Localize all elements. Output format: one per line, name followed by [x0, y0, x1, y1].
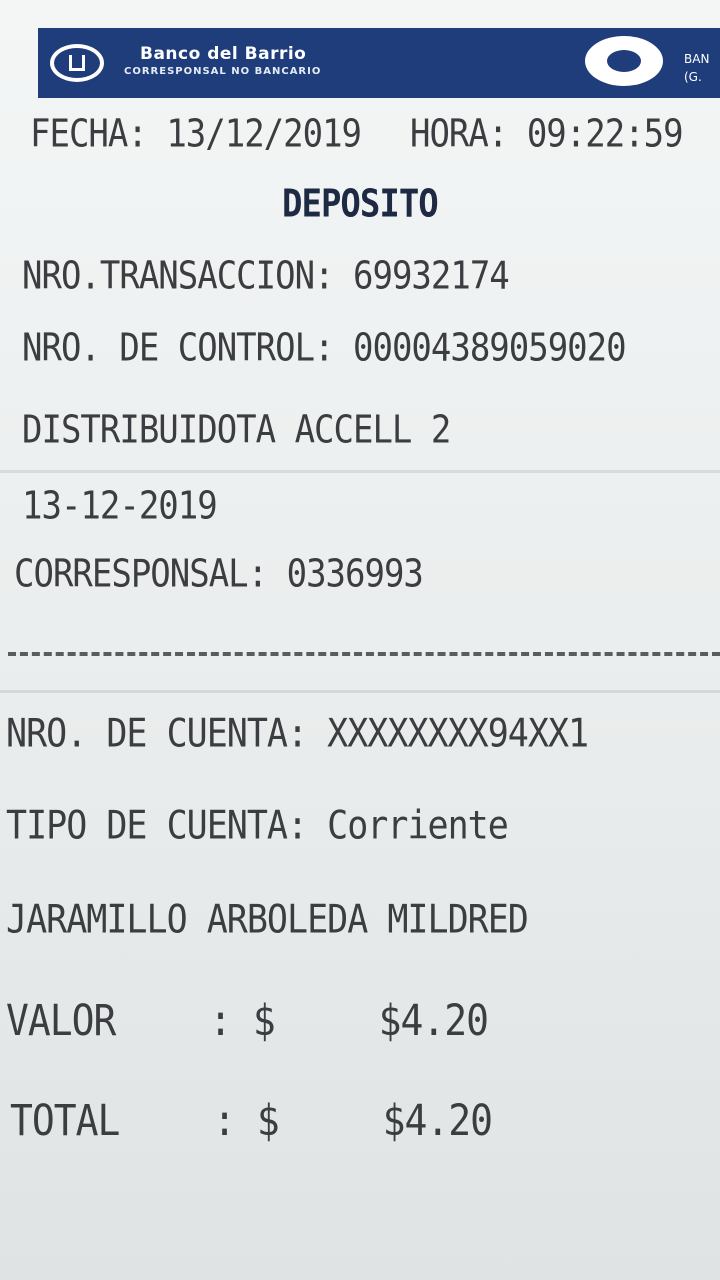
partner-name: BAN (G. — [684, 52, 710, 84]
merchant-name: DISTRIBUIDOTA ACCELL 2 — [22, 408, 451, 453]
time-value: 09:22:59 — [526, 112, 683, 157]
account-holder: JARAMILLO ARBOLEDA MILDRED — [6, 898, 528, 943]
total-value: $4.20 — [382, 1096, 492, 1146]
amount-line — [6, 996, 488, 1045]
transaction-number-line — [22, 254, 509, 299]
dashed-separator — [8, 652, 720, 656]
amount-value: $4.20 — [378, 996, 488, 1046]
transaction-title: DEPOSITO — [282, 182, 438, 227]
bank-logo-icon — [50, 44, 104, 82]
control-label: NRO. DE CONTROL: — [22, 326, 334, 371]
paper-fold — [0, 690, 720, 693]
control-number-line — [22, 326, 626, 371]
transaction-label: NRO.TRANSACCION: — [22, 254, 334, 299]
bank-subtitle: CORRESPONSAL NO BANCARIO — [124, 66, 322, 77]
date-label: FECHA: — [30, 112, 147, 157]
partner-logo-icon — [585, 36, 663, 86]
total-label: TOTAL — [10, 1096, 120, 1146]
account-label: NRO. DE CUENTA: — [6, 712, 308, 757]
account-type-label: TIPO DE CUENTA: — [6, 804, 308, 849]
account-number-line — [6, 712, 588, 757]
account-type-line — [6, 804, 508, 849]
account-type: Corriente — [327, 804, 508, 849]
account-number: XXXXXXXX94XX1 — [327, 712, 589, 757]
bank-name: Banco del Barrio — [140, 44, 307, 64]
date-value: 13/12/2019 — [166, 112, 362, 157]
amount-currency-sep: : $ — [209, 996, 275, 1046]
amount-label: VALOR — [6, 996, 116, 1046]
date-time-line — [30, 112, 683, 157]
paper-fold — [0, 470, 720, 473]
correspondent-line — [14, 552, 423, 597]
short-date: 13-12-2019 — [22, 484, 217, 529]
time-label: HORA: — [409, 112, 508, 157]
control-number: 00004389059020 — [353, 326, 626, 371]
total-line — [10, 1096, 492, 1145]
transaction-number: 69932174 — [353, 254, 509, 299]
total-currency-sep: : $ — [213, 1096, 279, 1146]
correspondent-number: 0336993 — [286, 552, 423, 597]
correspondent-label: CORRESPONSAL: — [14, 552, 268, 597]
